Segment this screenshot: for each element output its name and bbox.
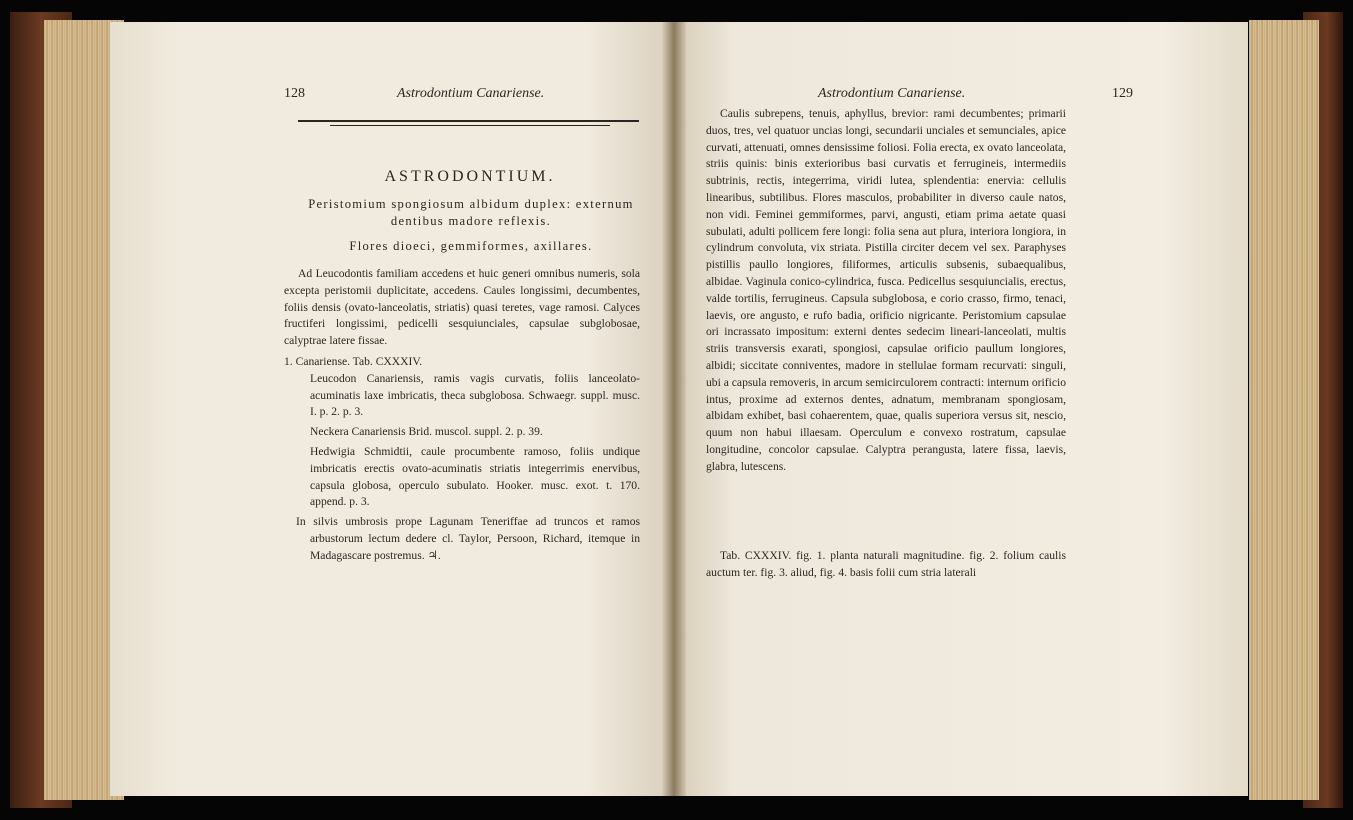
right-running-title: Astrodontium Canariense.	[818, 86, 966, 101]
genus-diagnosis-2: Flores dioeci, gemmiformes, axillares.	[349, 239, 593, 253]
species-entry	[284, 354, 640, 568]
left-running-title: Astrodontium Canariense.	[397, 86, 545, 101]
genus-heading: ASTRODONTIUM.	[384, 168, 556, 185]
synonym-neckera: Neckera Canariensis Brid. muscol. suppl. 2. p. 39.	[310, 425, 543, 439]
genus-paragraph: Ad Leucodontis familiam accedens et huic generi omnibus numeris, sola excepta peristomii duplicitate, accedens. Caules longissimi, decumbentes, foliis densis (ovato-lanceolatis, striatis) quasi teretes, vage ramosi. Calyces fructiferi longissimi, pedicelli sesquiunciales, capsulae subglobosae, calyptrae latere fissae.	[284, 267, 640, 348]
open-book	[10, 12, 1343, 808]
header-rule	[298, 120, 639, 122]
figure-caption-block	[706, 548, 1066, 582]
book-gutter	[662, 22, 686, 796]
habitat-note: In silvis umbrosis prope Lagunam Teneriffae ad truncos et ramos arbustorum lectum dedere cl. Taylor, Persoon, Richard, itemque in Madagascare postremus. ♃.	[296, 515, 640, 562]
description-paragraph: Caulis subrepens, tenuis, aphyllus, brevior: rami decumbentes; primarii duos, tres, vel quatuor uncias longi, secundarii unciales et semunciales, apice curvati, attenuati, omnes densissime foliosi. Folia erecta, ex ovato lanceolata, striis quinis: binis exterioribus basi curvatis et ferrugineis, intermediis subtrinis, rectis, integerrima, viridi lutea, splendentia: enervia: cellulis linearibus, subtilibus. Flores masculos, probabiliter in diverso caule natos, non vidi. Feminei gemmiformes, parvi, angusti, etiam prima aetate quasi subulati, adulti pollicem fere longi: folia sena aut plura, interiora longiora, in cylindrum convoluta, vix striata. Pistilla circiter decem vel sex. Paraphyses pistillis paullo longiores, filiformes, articulis subsenis, subaequalibus, albidae. Vaginula conico-cylindrica, fusca. Pedicellus sesquiuncialis, erectus, valde tortilis, ferrugineus. Capsula subglobosa, e corio crasso, firmo, tenaci, laevis, ore angusto, e rufo badia, orificio nigricante. Peristomium capsulae ori incrassato impositum: externi dentes sedecim lineari-lanceolati, multis striis transversis exarati, spongiosi, capsulae orificio paullum longiores, albidi; siccitate conniventes, madore in stellulae formam recurvati: singuli, ubi a capsula removeris, in arcum semicirculorem contracti: internum orificio intus, proxime ad externos dentes, adnatum, membranam spongiosam, albidam exhibet, basi cohaerentem, quae, qualis superiora versus sit, nescio, quum non habui illaesam. Operculum e convexo rostratum, capsulae longitudine, concolor capsulae. Calyptra perangusta, latere fissa, laevis, glabra, lutescens.	[706, 107, 1066, 473]
genus-description	[284, 266, 640, 350]
synonym-hedwigia: Hedwigia Schmidtii, caule procumbente ramoso, foliis undique imbricatis erectis ovato-acuminatis striatis integerrimis enervibus, capsula globosa, operculo subulato. Hooker. musc. exot. t. 170. append. p. 3.	[310, 444, 640, 509]
species-description	[706, 106, 1066, 476]
species-heading: 1. Canariense. Tab. CXXXIV.	[284, 355, 423, 368]
right-page-edges	[1249, 20, 1319, 800]
genus-diagnosis-1: Peristomium spongiosum albidum duplex: externum dentibus madore reflexis.	[308, 197, 634, 228]
header-rule-thin	[330, 125, 610, 126]
figure-caption: Tab. CXXXIV. fig. 1. planta naturali magnitudine. fig. 2. folium caulis auctum ter. fig. 3. aliud, fig. 4. basis folii cum stria laterali	[706, 549, 1066, 579]
right-page-number: 129	[1112, 86, 1133, 101]
left-page-number: 128	[284, 86, 305, 101]
synonym-leucodon: Leucodon Canariensis, ramis vagis curvatis, foliis lanceolato-acuminatis laxe imbricatis, theca subglobosa. Schwaegr. suppl. musc. I. p. 2. p. 3.	[310, 371, 640, 419]
